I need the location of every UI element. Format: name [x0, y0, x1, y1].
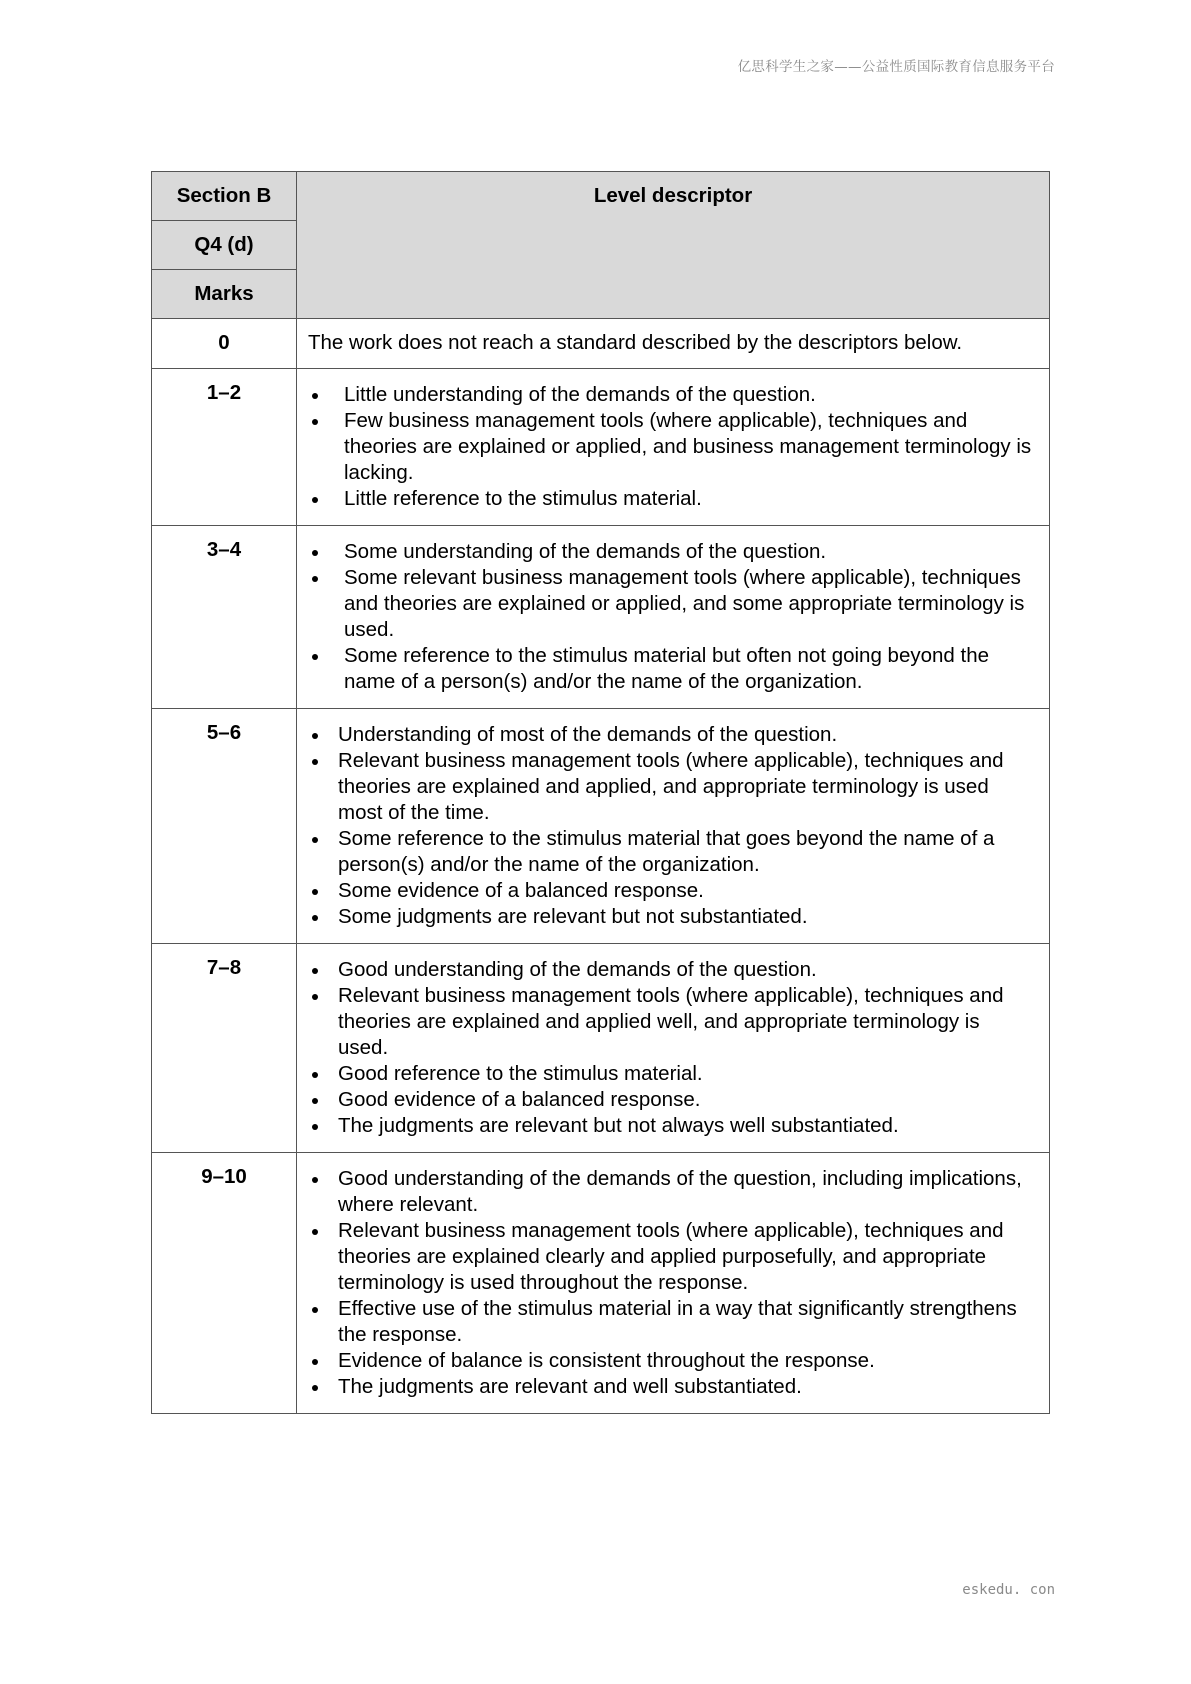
table-row	[152, 526, 1050, 709]
marks-cell: 0	[152, 319, 297, 369]
descriptor-cell	[297, 526, 1050, 709]
page-footer-note: eskedu. con	[962, 1582, 1055, 1598]
bullet-item: Some reference to the stimulus material that goes beyond the name of a person(s) and/or the name of the organization.	[298, 826, 1034, 878]
bullet-item: Some judgments are relevant but not substantiated.	[298, 904, 1034, 930]
bullet-list	[298, 1154, 1048, 1412]
table-row	[152, 319, 1050, 369]
bullet-item: Some reference to the stimulus material but often not going beyond the name of a person(s) and/or the name of the organization.	[298, 643, 1034, 695]
bullet-item: Understanding of most of the demands of the question.	[298, 722, 1034, 748]
bullet-item: Evidence of balance is consistent throughout the response.	[298, 1348, 1034, 1374]
marks-cell: 9–10	[152, 1153, 297, 1414]
level-descriptor-header-cell: Level descriptor	[297, 172, 1050, 319]
question-header-cell: Q4 (d)	[152, 221, 297, 270]
bullet-item: Few business management tools (where applicable), techniques and theories are explained or applied, and business management terminology is lacking.	[298, 408, 1034, 486]
descriptor-cell	[297, 944, 1050, 1153]
bullet-item: Good understanding of the demands of the question, including implications, where relevant.	[298, 1166, 1034, 1218]
bullet-item: Little understanding of the demands of the question.	[298, 382, 1034, 408]
bullet-list	[298, 710, 1048, 942]
marks-header-cell: Marks	[152, 270, 297, 319]
marks-cell: 5–6	[152, 709, 297, 944]
descriptor-cell	[297, 369, 1050, 526]
bullet-list	[298, 945, 1048, 1151]
bullet-item: Relevant business management tools (where applicable), techniques and theories are explained and applied, and appropriate terminology is used most of the time.	[298, 748, 1034, 826]
bullet-item: Little reference to the stimulus material.	[298, 486, 1034, 512]
bullet-item: The judgments are relevant and well substantiated.	[298, 1374, 1034, 1400]
bullet-list	[298, 370, 1048, 524]
bullet-item: Some evidence of a balanced response.	[298, 878, 1034, 904]
table-row	[152, 1153, 1050, 1414]
bullet-item: The judgments are relevant but not always well substantiated.	[298, 1113, 1034, 1139]
bullet-item: Relevant business management tools (where applicable), techniques and theories are explained and applied well, and appropriate terminology is used.	[298, 983, 1034, 1061]
table-row	[152, 944, 1050, 1153]
marks-cell: 1–2	[152, 369, 297, 526]
descriptor-cell: The work does not reach a standard described by the descriptors below.	[297, 319, 1050, 369]
bullet-item: Good reference to the stimulus material.	[298, 1061, 1034, 1087]
marks-cell: 3–4	[152, 526, 297, 709]
descriptor-cell	[297, 709, 1050, 944]
bullet-item: Relevant business management tools (where applicable), techniques and theories are explained clearly and applied purposefully, and appropriate terminology is used throughout the response.	[298, 1218, 1034, 1296]
bullet-item: Good understanding of the demands of the question.	[298, 957, 1034, 983]
bullet-item: Some relevant business management tools (where applicable), techniques and theories are explained or applied, and some appropriate terminology is used.	[298, 565, 1034, 643]
marks-cell: 7–8	[152, 944, 297, 1153]
descriptor-cell	[297, 1153, 1050, 1414]
bullet-list	[298, 527, 1048, 707]
page-header-note: 亿思科学生之家——公益性质国际教育信息服务平台	[737, 59, 1055, 75]
bullet-item: Effective use of the stimulus material in a way that significantly strengthens the response.	[298, 1296, 1034, 1348]
table-row	[152, 709, 1050, 944]
bullet-item: Some understanding of the demands of the question.	[298, 539, 1034, 565]
section-header-cell: Section B	[152, 172, 297, 221]
table-header-row	[152, 172, 1050, 221]
table-row	[152, 369, 1050, 526]
markscheme-table	[151, 171, 1050, 1414]
bullet-item: Good evidence of a balanced response.	[298, 1087, 1034, 1113]
